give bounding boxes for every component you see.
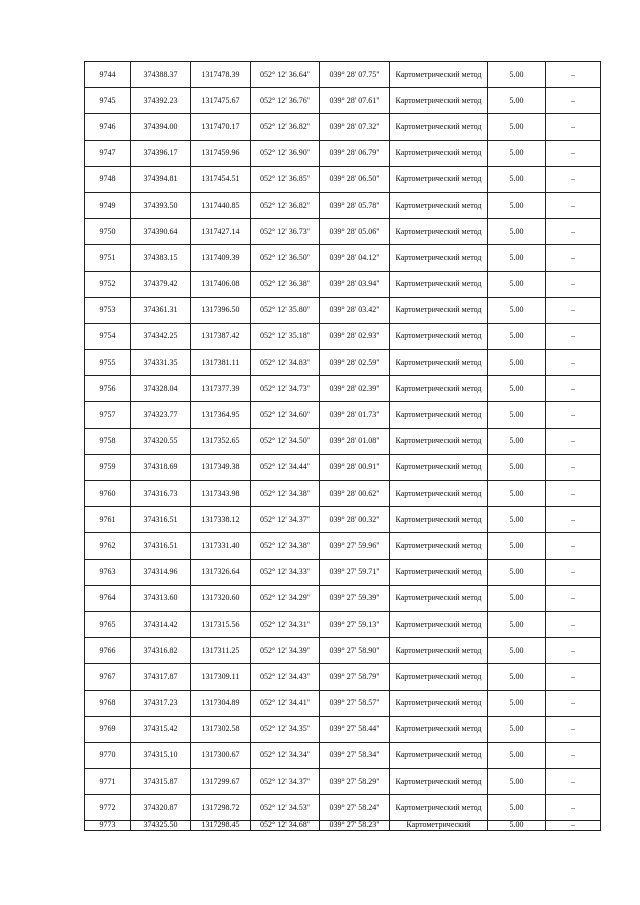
- longitude-cell: 039° 27' 59.96": [320, 533, 390, 559]
- point-number-cell: 9755: [85, 350, 131, 376]
- note-cell: –: [546, 716, 601, 742]
- latitude-cell: 052° 12' 34.38": [251, 481, 320, 507]
- y-coordinate-cell: 1317475.67: [191, 88, 251, 114]
- y-coordinate-cell: 1317298.45: [191, 821, 251, 831]
- latitude-cell: 052° 12' 34.34": [251, 742, 320, 768]
- y-coordinate-cell: 1317352.65: [191, 428, 251, 454]
- latitude-cell: 052° 12' 34.31": [251, 611, 320, 637]
- longitude-cell: 039° 28' 01.73": [320, 402, 390, 428]
- y-coordinate-cell: 1317377.39: [191, 376, 251, 402]
- latitude-cell: 052° 12' 34.41": [251, 690, 320, 716]
- table-row: [85, 192, 601, 218]
- table-row: [85, 219, 601, 245]
- accuracy-cell: 5.00: [488, 664, 546, 690]
- method-cell: Картометрический метод: [390, 716, 488, 742]
- note-cell: –: [546, 166, 601, 192]
- method-cell: Картометрический метод: [390, 454, 488, 480]
- method-cell: Картометрический метод: [390, 559, 488, 585]
- accuracy-cell: 5.00: [488, 114, 546, 140]
- table-row: [85, 821, 601, 831]
- note-cell: –: [546, 140, 601, 166]
- y-coordinate-cell: 1317459.96: [191, 140, 251, 166]
- point-number-cell: 9761: [85, 507, 131, 533]
- y-coordinate-cell: 1317364.95: [191, 402, 251, 428]
- method-cell: Картометрический метод: [390, 219, 488, 245]
- accuracy-cell: 5.00: [488, 192, 546, 218]
- accuracy-cell: 5.00: [488, 559, 546, 585]
- method-cell: Картометрический метод: [390, 245, 488, 271]
- note-cell: –: [546, 323, 601, 349]
- x-coordinate-cell: 374328.04: [131, 376, 191, 402]
- method-cell: Картометрический метод: [390, 323, 488, 349]
- note-cell: –: [546, 638, 601, 664]
- x-coordinate-cell: 374316.73: [131, 481, 191, 507]
- point-number-cell: 9758: [85, 428, 131, 454]
- method-cell: Картометрический метод: [390, 140, 488, 166]
- y-coordinate-cell: 1317320.60: [191, 585, 251, 611]
- longitude-cell: 039° 28' 06.50": [320, 166, 390, 192]
- accuracy-cell: 5.00: [488, 297, 546, 323]
- point-number-cell: 9764: [85, 585, 131, 611]
- note-cell: –: [546, 585, 601, 611]
- point-number-cell: 9767: [85, 664, 131, 690]
- accuracy-cell: 5.00: [488, 638, 546, 664]
- method-cell: Картометрический метод: [390, 350, 488, 376]
- table-row: [85, 271, 601, 297]
- method-cell: Картометрический: [390, 821, 488, 831]
- table-row: [85, 428, 601, 454]
- accuracy-cell: 5.00: [488, 166, 546, 192]
- note-cell: –: [546, 481, 601, 507]
- accuracy-cell: 5.00: [488, 428, 546, 454]
- point-number-cell: 9757: [85, 402, 131, 428]
- table-row: [85, 690, 601, 716]
- table-row: [85, 323, 601, 349]
- point-number-cell: 9744: [85, 62, 131, 88]
- latitude-cell: 052° 12' 34.37": [251, 507, 320, 533]
- note-cell: –: [546, 742, 601, 768]
- x-coordinate-cell: 374394.81: [131, 166, 191, 192]
- x-coordinate-cell: 374316.82: [131, 638, 191, 664]
- longitude-cell: 039° 27' 58.44": [320, 716, 390, 742]
- table-row: [85, 245, 601, 271]
- latitude-cell: 052° 12' 34.39": [251, 638, 320, 664]
- accuracy-cell: 5.00: [488, 62, 546, 88]
- x-coordinate-cell: 374320.87: [131, 795, 191, 821]
- accuracy-cell: 5.00: [488, 716, 546, 742]
- latitude-cell: 052° 12' 36.50": [251, 245, 320, 271]
- x-coordinate-cell: 374315.87: [131, 769, 191, 795]
- y-coordinate-cell: 1317304.89: [191, 690, 251, 716]
- longitude-cell: 039° 28' 01.08": [320, 428, 390, 454]
- point-number-cell: 9770: [85, 742, 131, 768]
- method-cell: Картометрический метод: [390, 533, 488, 559]
- x-coordinate-cell: 374393.50: [131, 192, 191, 218]
- longitude-cell: 039° 27' 58.79": [320, 664, 390, 690]
- table-row: [85, 402, 601, 428]
- longitude-cell: 039° 28' 00.91": [320, 454, 390, 480]
- longitude-cell: 039° 27' 58.34": [320, 742, 390, 768]
- note-cell: –: [546, 219, 601, 245]
- note-cell: –: [546, 297, 601, 323]
- y-coordinate-cell: 1317326.64: [191, 559, 251, 585]
- longitude-cell: 039° 27' 58.57": [320, 690, 390, 716]
- x-coordinate-cell: 374314.96: [131, 559, 191, 585]
- accuracy-cell: 5.00: [488, 88, 546, 114]
- point-number-cell: 9753: [85, 297, 131, 323]
- table-row: [85, 795, 601, 821]
- longitude-cell: 039° 28' 00.62": [320, 481, 390, 507]
- accuracy-cell: 5.00: [488, 323, 546, 349]
- longitude-cell: 039° 28' 02.39": [320, 376, 390, 402]
- note-cell: –: [546, 245, 601, 271]
- table-row: [85, 481, 601, 507]
- latitude-cell: 052° 12' 36.73": [251, 219, 320, 245]
- note-cell: –: [546, 795, 601, 821]
- x-coordinate-cell: 374379.42: [131, 271, 191, 297]
- method-cell: Картометрический метод: [390, 795, 488, 821]
- x-coordinate-cell: 374388.37: [131, 62, 191, 88]
- latitude-cell: 052° 12' 36.90": [251, 140, 320, 166]
- point-number-cell: 9773: [85, 821, 131, 831]
- latitude-cell: 052° 12' 36.76": [251, 88, 320, 114]
- accuracy-cell: 5.00: [488, 690, 546, 716]
- point-number-cell: 9766: [85, 638, 131, 664]
- latitude-cell: 052° 12' 36.82": [251, 192, 320, 218]
- note-cell: –: [546, 690, 601, 716]
- x-coordinate-cell: 374390.64: [131, 219, 191, 245]
- x-coordinate-cell: 374316.51: [131, 533, 191, 559]
- method-cell: Картометрический метод: [390, 402, 488, 428]
- table-row: [85, 664, 601, 690]
- y-coordinate-cell: 1317387.42: [191, 323, 251, 349]
- latitude-cell: 052° 12' 35.18": [251, 323, 320, 349]
- x-coordinate-cell: 374361.31: [131, 297, 191, 323]
- method-cell: Картометрический метод: [390, 297, 488, 323]
- method-cell: Картометрический метод: [390, 769, 488, 795]
- point-number-cell: 9746: [85, 114, 131, 140]
- note-cell: –: [546, 402, 601, 428]
- latitude-cell: 052° 12' 34.43": [251, 664, 320, 690]
- note-cell: –: [546, 428, 601, 454]
- longitude-cell: 039° 28' 07.75": [320, 62, 390, 88]
- y-coordinate-cell: 1317440.85: [191, 192, 251, 218]
- latitude-cell: 052° 12' 36.85": [251, 166, 320, 192]
- y-coordinate-cell: 1317427.14: [191, 219, 251, 245]
- accuracy-cell: 5.00: [488, 219, 546, 245]
- latitude-cell: 052° 12' 34.29": [251, 585, 320, 611]
- table-row: [85, 62, 601, 88]
- x-coordinate-cell: 374394.00: [131, 114, 191, 140]
- table-row: [85, 638, 601, 664]
- accuracy-cell: 5.00: [488, 533, 546, 559]
- x-coordinate-cell: 374317.87: [131, 664, 191, 690]
- latitude-cell: 052° 12' 34.33": [251, 559, 320, 585]
- x-coordinate-cell: 374315.42: [131, 716, 191, 742]
- latitude-cell: 052° 12' 36.38": [251, 271, 320, 297]
- table-row: [85, 507, 601, 533]
- longitude-cell: 039° 28' 03.94": [320, 271, 390, 297]
- table-row: [85, 166, 601, 192]
- y-coordinate-cell: 1317315.56: [191, 611, 251, 637]
- note-cell: –: [546, 611, 601, 637]
- method-cell: Картометрический метод: [390, 192, 488, 218]
- note-cell: –: [546, 454, 601, 480]
- method-cell: Картометрический метод: [390, 664, 488, 690]
- x-coordinate-cell: 374342.25: [131, 323, 191, 349]
- y-coordinate-cell: 1317331.40: [191, 533, 251, 559]
- longitude-cell: 039° 28' 07.61": [320, 88, 390, 114]
- coordinates-table: [84, 61, 601, 831]
- accuracy-cell: 5.00: [488, 271, 546, 297]
- longitude-cell: 039° 27' 58.24": [320, 795, 390, 821]
- method-cell: Картометрический метод: [390, 611, 488, 637]
- y-coordinate-cell: 1317300.67: [191, 742, 251, 768]
- x-coordinate-cell: 374325.50: [131, 821, 191, 831]
- point-number-cell: 9751: [85, 245, 131, 271]
- table-row: [85, 716, 601, 742]
- point-number-cell: 9768: [85, 690, 131, 716]
- longitude-cell: 039° 27' 58.90": [320, 638, 390, 664]
- longitude-cell: 039° 27' 59.71": [320, 559, 390, 585]
- table-row: [85, 140, 601, 166]
- x-coordinate-cell: 374313.60: [131, 585, 191, 611]
- method-cell: Картометрический метод: [390, 507, 488, 533]
- accuracy-cell: 5.00: [488, 402, 546, 428]
- y-coordinate-cell: 1317396.50: [191, 297, 251, 323]
- method-cell: Картометрический метод: [390, 62, 488, 88]
- note-cell: –: [546, 664, 601, 690]
- point-number-cell: 9771: [85, 769, 131, 795]
- latitude-cell: 052° 12' 36.82": [251, 114, 320, 140]
- accuracy-cell: 5.00: [488, 821, 546, 831]
- note-cell: –: [546, 62, 601, 88]
- table-row: [85, 297, 601, 323]
- method-cell: Картометрический метод: [390, 428, 488, 454]
- table-row: [85, 350, 601, 376]
- point-number-cell: 9765: [85, 611, 131, 637]
- x-coordinate-cell: 374392.23: [131, 88, 191, 114]
- note-cell: –: [546, 271, 601, 297]
- point-number-cell: 9745: [85, 88, 131, 114]
- latitude-cell: 052° 12' 34.38": [251, 533, 320, 559]
- latitude-cell: 052° 12' 34.35": [251, 716, 320, 742]
- x-coordinate-cell: 374396.17: [131, 140, 191, 166]
- point-number-cell: 9754: [85, 323, 131, 349]
- latitude-cell: 052° 12' 34.53": [251, 795, 320, 821]
- y-coordinate-cell: 1317298.72: [191, 795, 251, 821]
- accuracy-cell: 5.00: [488, 350, 546, 376]
- y-coordinate-cell: 1317311.25: [191, 638, 251, 664]
- y-coordinate-cell: 1317454.51: [191, 166, 251, 192]
- table-row: [85, 559, 601, 585]
- method-cell: Картометрический метод: [390, 742, 488, 768]
- longitude-cell: 039° 27' 59.13": [320, 611, 390, 637]
- accuracy-cell: 5.00: [488, 245, 546, 271]
- table-row: [85, 88, 601, 114]
- point-number-cell: 9763: [85, 559, 131, 585]
- point-number-cell: 9760: [85, 481, 131, 507]
- table-row: [85, 533, 601, 559]
- table-row: [85, 585, 601, 611]
- latitude-cell: 052° 12' 34.60": [251, 402, 320, 428]
- y-coordinate-cell: 1317409.39: [191, 245, 251, 271]
- note-cell: –: [546, 559, 601, 585]
- note-cell: –: [546, 507, 601, 533]
- note-cell: –: [546, 769, 601, 795]
- longitude-cell: 039° 28' 04.12": [320, 245, 390, 271]
- longitude-cell: 039° 27' 59.39": [320, 585, 390, 611]
- x-coordinate-cell: 374318.69: [131, 454, 191, 480]
- table-row: [85, 114, 601, 140]
- y-coordinate-cell: 1317381.11: [191, 350, 251, 376]
- note-cell: –: [546, 192, 601, 218]
- point-number-cell: 9759: [85, 454, 131, 480]
- longitude-cell: 039° 27' 58.23": [320, 821, 390, 831]
- table-row: [85, 376, 601, 402]
- longitude-cell: 039° 28' 05.78": [320, 192, 390, 218]
- method-cell: Картометрический метод: [390, 114, 488, 140]
- x-coordinate-cell: 374316.51: [131, 507, 191, 533]
- method-cell: Картометрический метод: [390, 88, 488, 114]
- note-cell: –: [546, 376, 601, 402]
- accuracy-cell: 5.00: [488, 585, 546, 611]
- longitude-cell: 039° 28' 06.79": [320, 140, 390, 166]
- accuracy-cell: 5.00: [488, 507, 546, 533]
- point-number-cell: 9762: [85, 533, 131, 559]
- accuracy-cell: 5.00: [488, 454, 546, 480]
- x-coordinate-cell: 374314.42: [131, 611, 191, 637]
- accuracy-cell: 5.00: [488, 742, 546, 768]
- x-coordinate-cell: 374315.10: [131, 742, 191, 768]
- latitude-cell: 052° 12' 36.64": [251, 62, 320, 88]
- note-cell: –: [546, 533, 601, 559]
- x-coordinate-cell: 374383.15: [131, 245, 191, 271]
- accuracy-cell: 5.00: [488, 611, 546, 637]
- x-coordinate-cell: 374320.55: [131, 428, 191, 454]
- accuracy-cell: 5.00: [488, 795, 546, 821]
- method-cell: Картометрический метод: [390, 638, 488, 664]
- y-coordinate-cell: 1317302.58: [191, 716, 251, 742]
- point-number-cell: 9748: [85, 166, 131, 192]
- point-number-cell: 9769: [85, 716, 131, 742]
- point-number-cell: 9749: [85, 192, 131, 218]
- y-coordinate-cell: 1317349.38: [191, 454, 251, 480]
- accuracy-cell: 5.00: [488, 481, 546, 507]
- longitude-cell: 039° 27' 58.29": [320, 769, 390, 795]
- y-coordinate-cell: 1317338.12: [191, 507, 251, 533]
- y-coordinate-cell: 1317309.11: [191, 664, 251, 690]
- method-cell: Картометрический метод: [390, 271, 488, 297]
- latitude-cell: 052° 12' 34.44": [251, 454, 320, 480]
- note-cell: –: [546, 821, 601, 831]
- longitude-cell: 039° 28' 02.93": [320, 323, 390, 349]
- y-coordinate-cell: 1317478.39: [191, 62, 251, 88]
- note-cell: –: [546, 114, 601, 140]
- point-number-cell: 9752: [85, 271, 131, 297]
- x-coordinate-cell: 374331.35: [131, 350, 191, 376]
- longitude-cell: 039° 28' 02.59": [320, 350, 390, 376]
- point-number-cell: 9772: [85, 795, 131, 821]
- method-cell: Картометрический метод: [390, 166, 488, 192]
- y-coordinate-cell: 1317406.08: [191, 271, 251, 297]
- longitude-cell: 039° 28' 03.42": [320, 297, 390, 323]
- y-coordinate-cell: 1317343.98: [191, 481, 251, 507]
- latitude-cell: 052° 12' 34.68": [251, 821, 320, 831]
- note-cell: –: [546, 88, 601, 114]
- table-row: [85, 769, 601, 795]
- method-cell: Картометрический метод: [390, 481, 488, 507]
- method-cell: Картометрический метод: [390, 585, 488, 611]
- y-coordinate-cell: 1317470.17: [191, 114, 251, 140]
- method-cell: Картометрический метод: [390, 690, 488, 716]
- table-row: [85, 611, 601, 637]
- latitude-cell: 052° 12' 35.80": [251, 297, 320, 323]
- longitude-cell: 039° 28' 00.32": [320, 507, 390, 533]
- accuracy-cell: 5.00: [488, 769, 546, 795]
- point-number-cell: 9750: [85, 219, 131, 245]
- table-row: [85, 454, 601, 480]
- latitude-cell: 052° 12' 34.37": [251, 769, 320, 795]
- accuracy-cell: 5.00: [488, 376, 546, 402]
- latitude-cell: 052° 12' 34.73": [251, 376, 320, 402]
- longitude-cell: 039° 28' 05.06": [320, 219, 390, 245]
- note-cell: –: [546, 350, 601, 376]
- y-coordinate-cell: 1317299.67: [191, 769, 251, 795]
- method-cell: Картометрический метод: [390, 376, 488, 402]
- point-number-cell: 9747: [85, 140, 131, 166]
- x-coordinate-cell: 374323.77: [131, 402, 191, 428]
- table-row: [85, 742, 601, 768]
- latitude-cell: 052° 12' 34.50": [251, 428, 320, 454]
- latitude-cell: 052° 12' 34.83": [251, 350, 320, 376]
- longitude-cell: 039° 28' 07.32": [320, 114, 390, 140]
- x-coordinate-cell: 374317.23: [131, 690, 191, 716]
- coordinates-table-body: [85, 62, 601, 831]
- point-number-cell: 9756: [85, 376, 131, 402]
- accuracy-cell: 5.00: [488, 140, 546, 166]
